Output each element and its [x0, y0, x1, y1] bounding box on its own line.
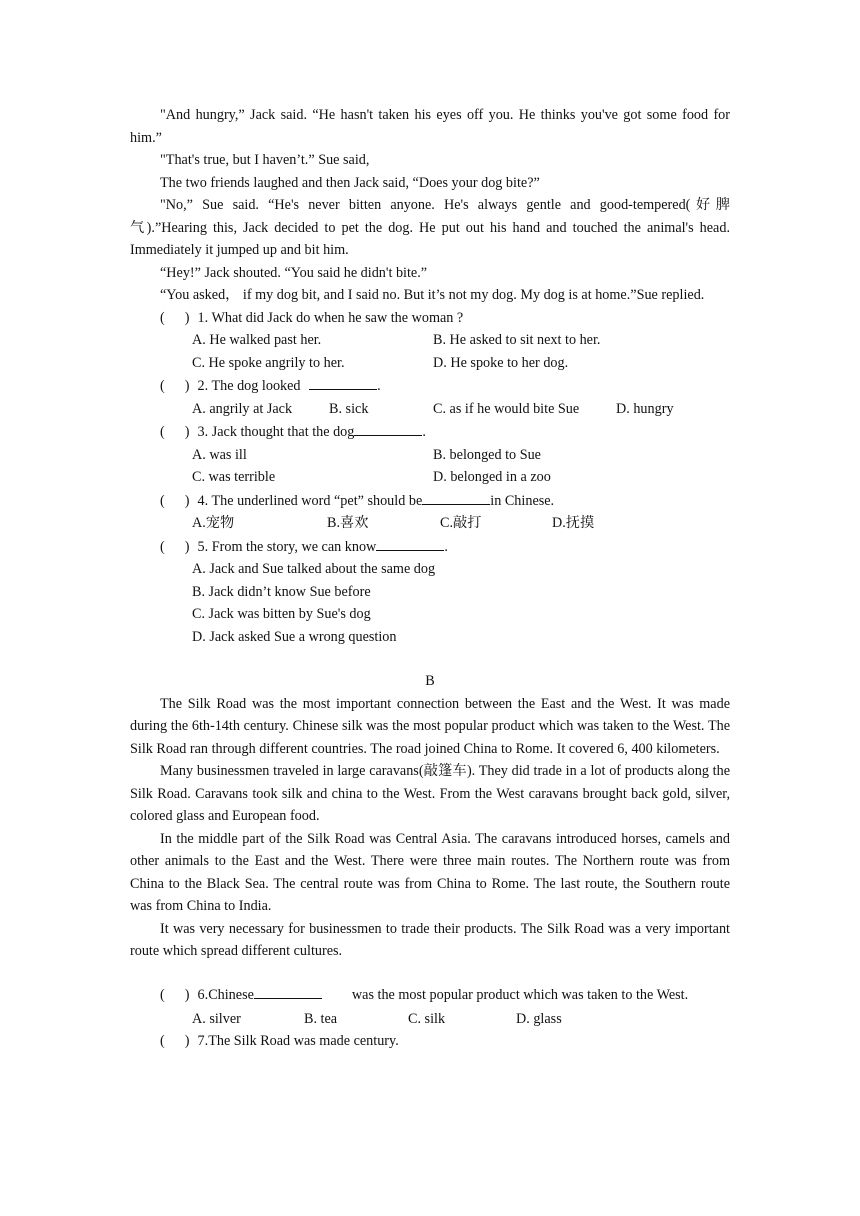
option-d[interactable]: D. glass [516, 1010, 562, 1027]
option-c[interactable]: C.敲打 [440, 515, 482, 531]
answer-blank[interactable] [354, 420, 422, 436]
question-stem: 3. Jack thought that the dog [197, 424, 355, 440]
option-c[interactable]: C. Jack was bitten by Sue's dog [192, 606, 371, 622]
options-row [192, 466, 730, 489]
question-4 [160, 489, 730, 513]
question-stem: 1. What did Jack do when he saw the woman ? [197, 309, 464, 326]
answer-paren[interactable]: ( ) [160, 986, 190, 1003]
option-d[interactable]: D. hungry [616, 400, 674, 417]
question-stem: 4. The underlined word “pet” should be [197, 492, 423, 509]
option-c[interactable]: C. as if he would bite Sue [433, 400, 580, 417]
question-stem: 7.The Silk Road was made century. [197, 1033, 399, 1049]
answer-blank[interactable] [309, 374, 377, 390]
option-c[interactable]: C. was terrible [192, 469, 276, 485]
answer-paren[interactable]: ( ) [160, 309, 190, 326]
question-stem: 5. From the story, we can know [197, 538, 377, 555]
options-row [192, 329, 730, 352]
passage-paragraph: “Hey!” Jack shouted. “You said he didn't bite.” [160, 264, 428, 281]
option-d[interactable]: D. He spoke to her dog. [433, 354, 569, 371]
options-row [192, 352, 730, 375]
answer-blank[interactable] [422, 489, 490, 505]
option-d[interactable]: D.抚摸 [552, 515, 595, 531]
option-a[interactable]: A. was ill [192, 446, 247, 463]
question-3 [160, 420, 730, 444]
option-d[interactable]: D. Jack asked Sue a wrong question [192, 628, 397, 645]
options-row [192, 512, 730, 535]
passage-paragraph: Many businessmen traveled in large caravans(敲篷车). They did trade in a lot of products along the Silk Road. Caravans took silk and china to the West. From the West caravans brought back gold, silver, colored glass and European food. [130, 763, 730, 824]
option-a[interactable]: A. Jack and Sue talked about the same dog [192, 561, 436, 577]
option-b[interactable]: B. He asked to sit next to her. [433, 332, 601, 348]
question-1 [160, 307, 730, 330]
question-stem: 6.Chinese [197, 986, 254, 1003]
option-c[interactable]: C. silk [408, 1010, 446, 1027]
question-2 [160, 374, 730, 398]
passage-paragraph: In the middle part of the Silk Road was Central Asia. The caravans introduced horses, camels and other animals to the East and the West. There were three main routes. The Northern route was from China to the Black Sea. The central route was from China to Rome. The last route, the Southern route was from China to India. [130, 830, 730, 914]
option-a[interactable]: A. silver [192, 1010, 241, 1027]
passage-paragraph: The two friends laughed and then Jack said, “Does your dog bite?” [160, 174, 540, 191]
options-row [192, 398, 730, 421]
passage-paragraph: "And hungry,” Jack said. “He hasn't taken his eyes off you. He thinks you've got some food for him.” [130, 107, 730, 146]
answer-paren[interactable]: ( ) [160, 424, 190, 440]
passage-paragraph: “You asked， if my dog bit, and I said no. But it’s not my dog. My dog is at home.”Sue replied. [160, 287, 705, 303]
spacer [130, 963, 730, 982]
question-stem-end: in Chinese. [490, 492, 555, 509]
answer-blank[interactable] [376, 535, 444, 551]
answer-paren[interactable]: ( ) [160, 1033, 190, 1049]
option-c[interactable]: C. He spoke angrily to her. [192, 354, 345, 371]
option-d[interactable]: D. belonged in a zoo [433, 469, 551, 485]
answer-blank[interactable] [254, 983, 322, 999]
section-heading: B [425, 673, 435, 689]
passage-paragraph: The Silk Road was the most important connection between the East and the West. It was made during the 6th-14th century. Chinese silk was the most popular product which was taken to the West. The Silk Road ran through different countries. The road joined China to Rome. It covered 6, 400 kilometers. [130, 695, 730, 757]
question-7 [160, 1030, 730, 1053]
option-b[interactable]: B. Jack didn’t know Sue before [192, 583, 371, 600]
passage-paragraph: "That's true, but I haven’t.” Sue said, [160, 152, 370, 168]
options-row [192, 444, 730, 467]
option-b[interactable]: B. tea [304, 1010, 338, 1027]
answer-paren[interactable]: ( ) [160, 538, 190, 555]
answer-paren[interactable]: ( ) [160, 378, 190, 394]
passage-paragraph: It was very necessary for businessmen to trade their products. The Silk Road was a very important route which spread different cultures. [130, 920, 730, 959]
question-stem: 2. The dog looked [197, 378, 301, 394]
option-a[interactable]: A. He walked past her. [192, 332, 322, 348]
option-b[interactable]: B. belonged to Sue [433, 446, 541, 463]
question-stem-end: . [377, 378, 381, 394]
exam-page [130, 104, 730, 1053]
option-b[interactable]: B.喜欢 [327, 515, 369, 531]
question-stem-end: . [422, 424, 426, 440]
answer-paren[interactable]: ( ) [160, 492, 190, 509]
question-stem-end: . [444, 538, 448, 555]
option-a[interactable]: A.宠物 [192, 515, 235, 531]
question-5 [160, 535, 730, 559]
options-row [192, 1008, 730, 1031]
question-6 [160, 982, 730, 1008]
passage-paragraph: "No,” Sue said. “He's never bitten anyone. He's always gentle and good-tempered(好脾气).”Hearing this, Jack decided to pet the dog. He put out his hand and touched the animal's head. Immediately it jumped up and bit him. [130, 197, 730, 258]
option-b[interactable]: B. sick [329, 400, 369, 417]
option-a[interactable]: A. angrily at Jack [192, 400, 293, 417]
question-stem-end: was the most popular product which was taken to the West. [351, 986, 689, 1003]
